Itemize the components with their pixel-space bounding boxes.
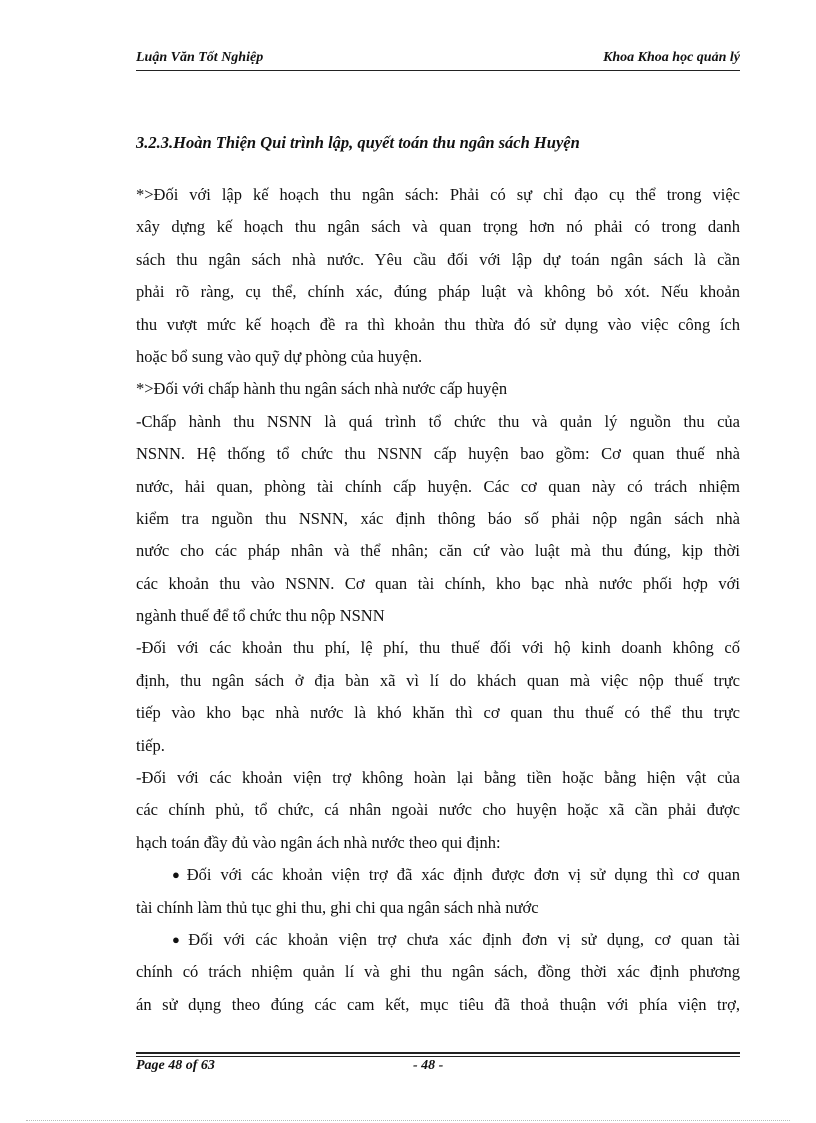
text-line: -Chấp hành thu NSNN là quá trình tổ chức thu và quản lý nguồn thu của bbox=[136, 411, 740, 431]
text-line: án sử dụng theo đúng các cam kết, mục tiêu đã thoả thuận với phía viện trợ, bbox=[136, 994, 740, 1014]
text-line: *>Đối với chấp hành thu ngân sách nhà nước cấp huyện bbox=[136, 379, 508, 399]
text-line: -Đối với các khoản thu phí, lệ phí, thu thuế đối với hộ kinh doanh không cố bbox=[136, 638, 740, 658]
text-line: thu vượt mức kế hoạch đề ra thì khoản thu thừa đó sử dụng vào việc công ích bbox=[136, 314, 740, 334]
text-line: nước, hải quan, phòng tài chính cấp huyện. Các cơ quan này có trách nhiệm bbox=[136, 476, 740, 496]
footer-rule-thin bbox=[136, 1056, 740, 1057]
text-line: nước cho các pháp nhân và thể nhân; căn cứ vào luật mà thu đúng, kịp thời bbox=[136, 541, 740, 561]
text-line: chính có trách nhiệm quản lí và ghi thu ngân sách, đồng thời xác định phương bbox=[136, 962, 740, 982]
header-right-text: Khoa Khoa học quản lý bbox=[603, 50, 740, 65]
header-rule bbox=[136, 70, 740, 71]
text-line: hoặc bổ sung vào quỹ dự phòng của huyện. bbox=[136, 346, 423, 366]
text-line: sách thu ngân sách nhà nước. Yêu cầu đối với lập dự toán ngân sách là cần bbox=[136, 249, 740, 269]
section-title: 3.2.3.Hoàn Thiện Qui trình lập, quyết toán thu ngân sách Huyện bbox=[136, 133, 580, 152]
text-line: -Đối với các khoản viện trợ không hoàn lại bằng tiền hoặc bằng hiện vật của bbox=[136, 768, 740, 788]
page-edge-divider bbox=[26, 1120, 790, 1121]
text-line: NSNN. Hệ thống tổ chức thu NSNN cấp huyện bao gồm: Cơ quan thuế nhà bbox=[136, 444, 740, 464]
text-line: hạch toán đầy đủ vào ngân ách nhà nước theo qui định: bbox=[136, 832, 501, 852]
footer-page-number: - 48 - bbox=[413, 1058, 444, 1073]
bullet-text: Đối với các khoản viện trợ đã xác định được đơn vị sử dụng thì cơ quan bbox=[186, 865, 741, 885]
text-line: kiểm tra nguồn thu NSNN, xác định thông báo số phải nộp ngân sách nhà bbox=[136, 508, 740, 528]
bullet-line bbox=[136, 861, 740, 893]
text-line: *>Đối với lập kế hoạch thu ngân sách: Phải có sự chỉ đạo cụ thể trong việc bbox=[136, 185, 740, 204]
text-line: phải rõ ràng, cụ thể, chính xác, đúng pháp luật và không bỏ xót. Nếu khoản bbox=[136, 282, 740, 302]
body-text bbox=[136, 181, 740, 1023]
footer-page-label: Page 48 of 63 bbox=[136, 1058, 215, 1073]
header-left-text: Luận Văn Tốt Nghiệp bbox=[136, 50, 264, 65]
text-line: xây dựng kế hoạch thu ngân sách và quan trọng hơn nó phải có trong danh bbox=[136, 217, 740, 237]
page-footer bbox=[136, 1058, 740, 1078]
text-line: tiếp. bbox=[136, 735, 165, 755]
footer-rule-thick bbox=[136, 1052, 740, 1054]
text-line: định, thu ngân sách ở địa bàn xã vì lí do khách quan mà việc nộp thuế trực bbox=[136, 670, 740, 690]
text-line: các chính phủ, tổ chức, cá nhân ngoài nước cho huyện hoặc xã cần phải được bbox=[136, 800, 740, 820]
bullet-icon: ● bbox=[172, 931, 187, 947]
text-line: ngành thuế để tổ chức thu nộp NSNN bbox=[136, 606, 385, 626]
bullet-line bbox=[136, 926, 740, 958]
text-line: tài chính làm thủ tục ghi thu, ghi chi qua ngân sách nhà nước bbox=[136, 897, 539, 917]
text-line: tiếp vào kho bạc nhà nước là khó khăn thì cơ quan thu thuế có thể thu trực bbox=[136, 703, 740, 723]
bullet-text: Đối với các khoản viện trợ chưa xác định đơn vị sử dụng, cơ quan tài bbox=[188, 929, 740, 949]
page-header bbox=[136, 50, 740, 72]
text-line: các khoản thu vào NSNN. Cơ quan tài chính, kho bạc nhà nước phối hợp với bbox=[136, 573, 740, 593]
bullet-icon: ● bbox=[172, 867, 185, 883]
